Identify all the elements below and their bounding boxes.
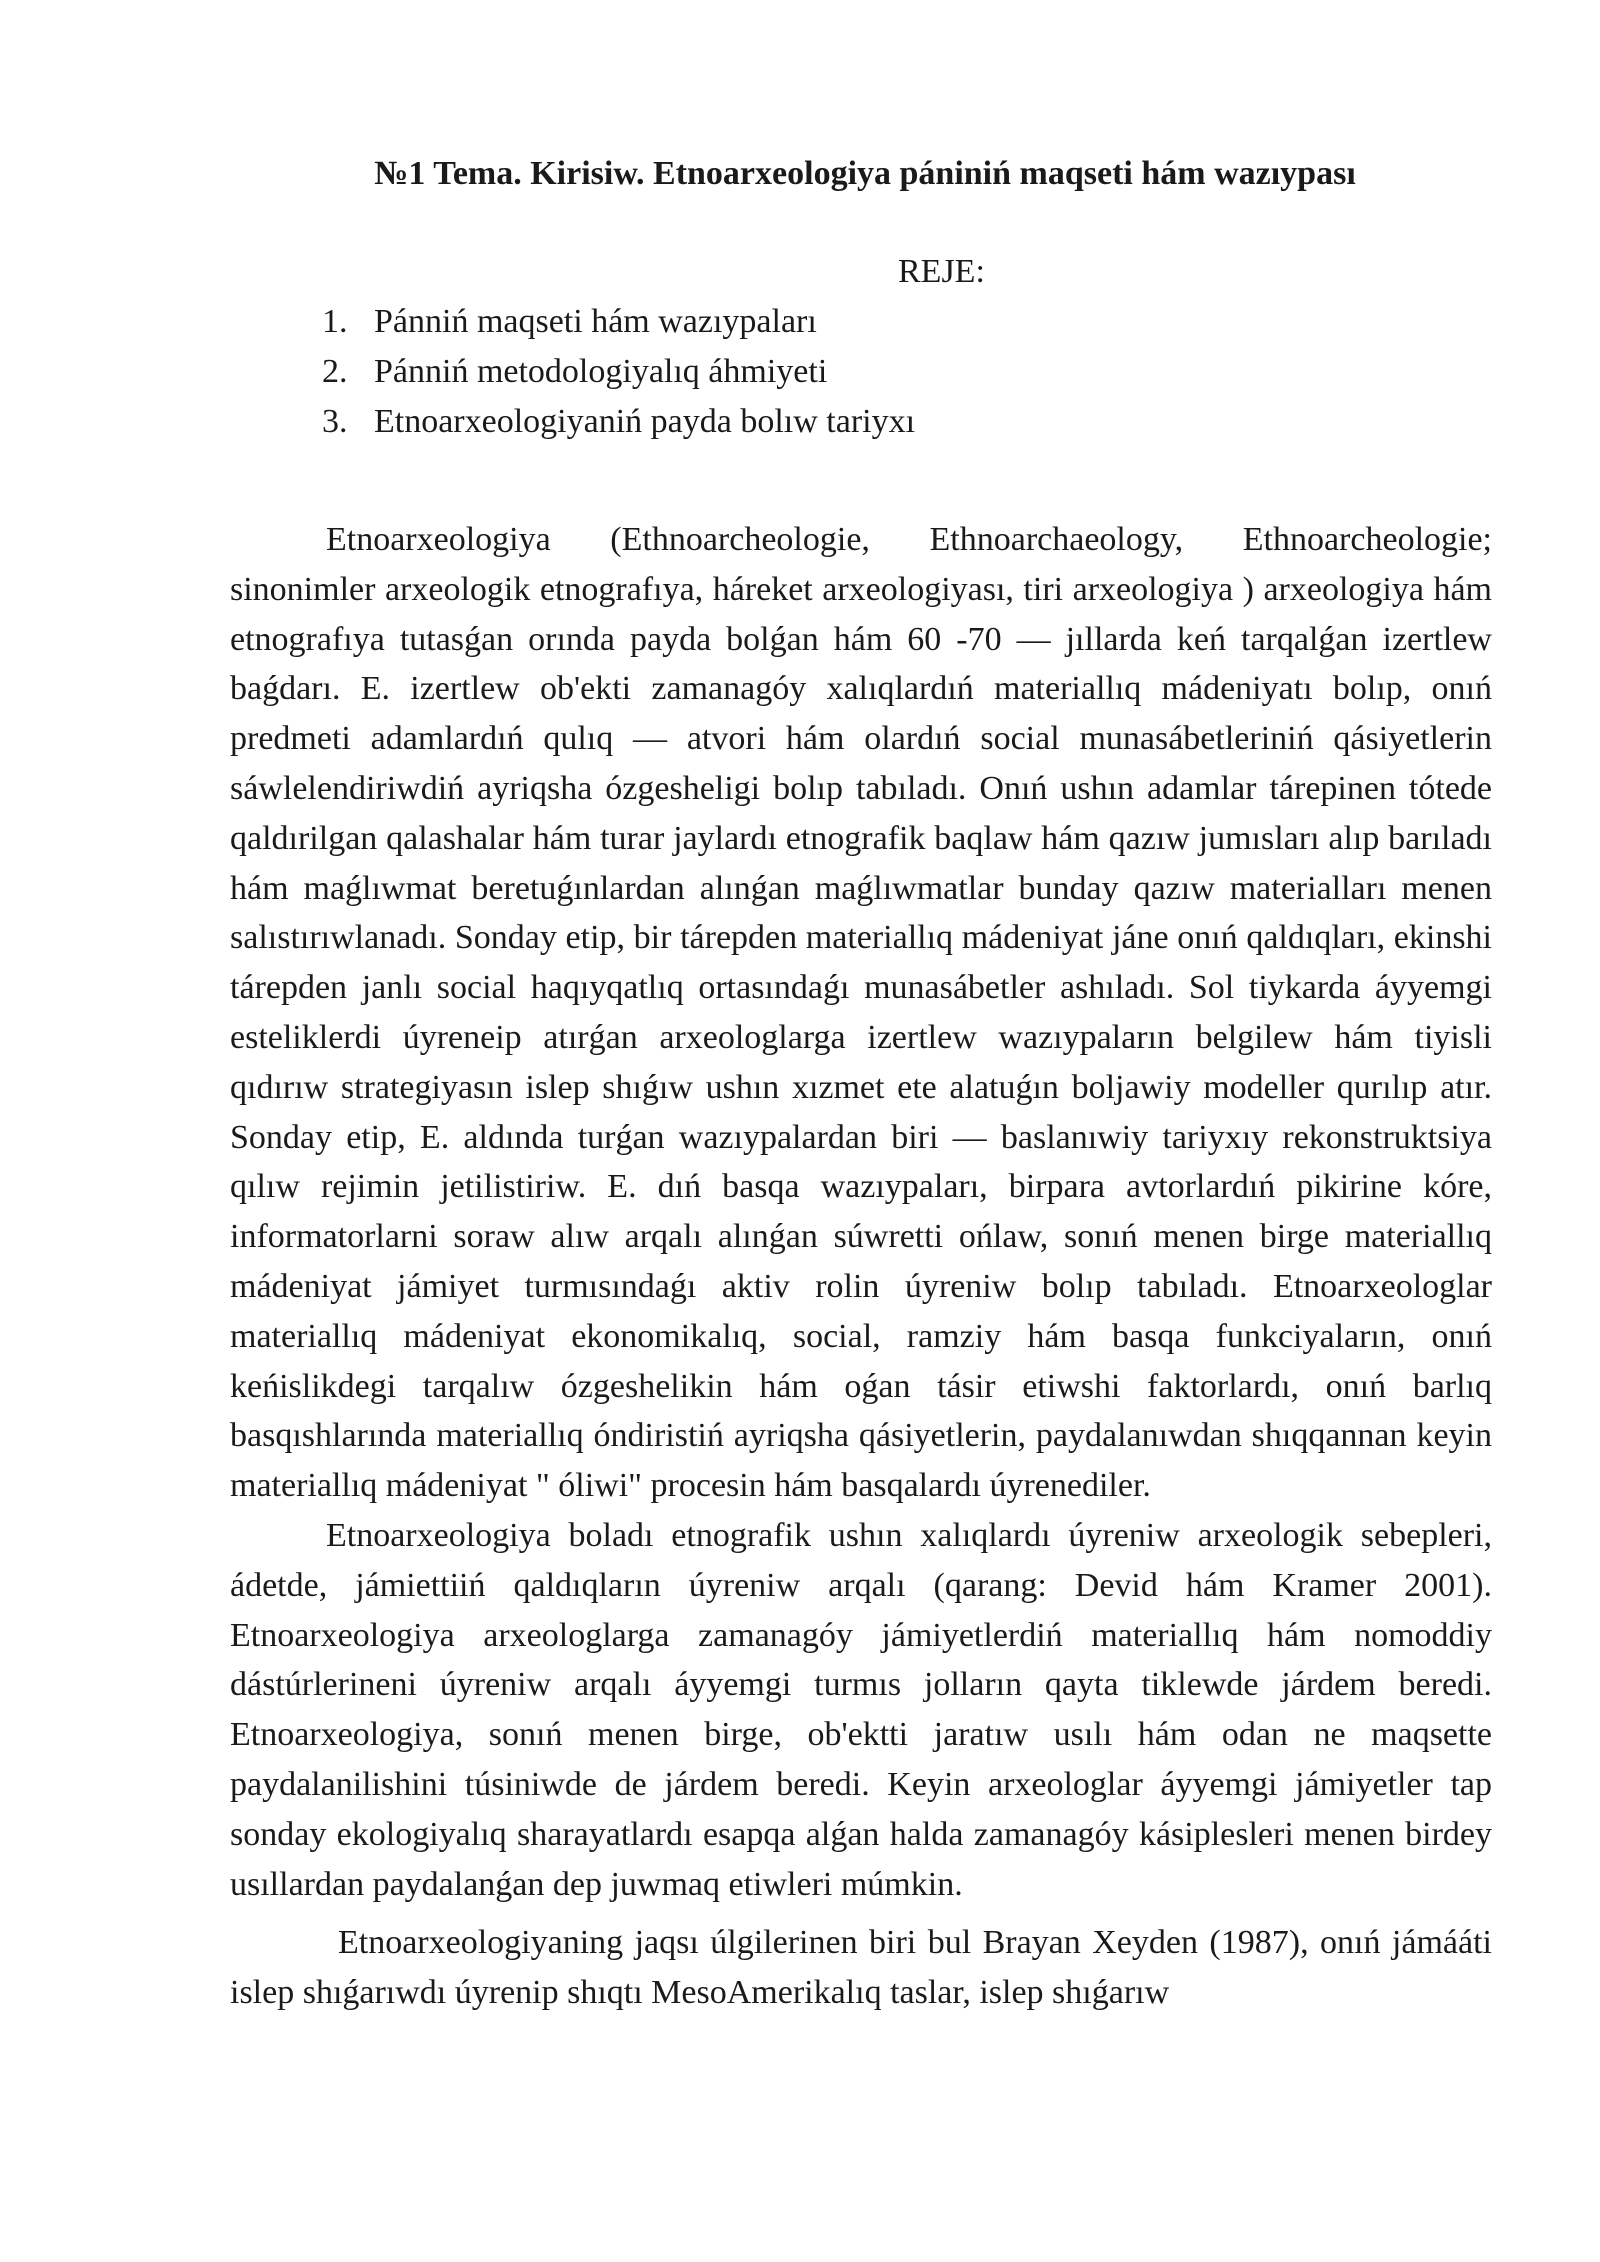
plan-item-text: Pánniń maqseti hám wazıypaları — [374, 303, 817, 340]
plan-item-number: 3. — [322, 403, 348, 440]
body-paragraph: Etnoarxeologiya (Ethnoarcheologie, Ethnoarchaeology, Ethnoarcheologie; sinonimler arxeologik etnografıya, háreket arxeologiyası, tiri arxeologiya ) arxeologiya hám etnografıya tutasǵan orında payda bolǵan hám 60 -70 — jıllarda keń tarqalǵan izertlew baǵdarı. E. izertlew ob'ekti zamanagóy xalıqlardıń materiallıq mádeniyatı bolıp, onıń predmeti adamlardıń qulıq — atvori hám olardıń social munasábetleriniń qásiyetlerin sáwlelendiriwdiń ayriqsha ózgesheligi bolıp tabıladı. Onıń ushın adamlar tárepinen tótede qaldırilgan qalashalar hám turar jaylardı etnografik baqlaw hám qazıw jumısları alıp barıladı hám maǵlıwmat beretuǵınlardan alınǵan maǵlıwmatlar bunday qazıw materialları menen salıstırıwlanadı. Sonday etip, bir tárepden materiallıq mádeniyat jáne onıń qaldıqları, ekinshi tárepden janlı social haqıyqatlıq ortasındaǵı munasábetler ashıladı. Sol tiykarda áyyemgi esteliklerdi úyreneip atırǵan arxeologlarga izertlew wazıypaların belgilew hám tiyisli qıdırıw strategiyasın islep shıǵıw ushın xızmet ete alatuǵın boljawiy modeller qurılıp atır. Sonday etip, E. aldında turǵan wazıypalardan biri — baslanıwiy tariyxıy rekonstruktsiya qılıw rejimin jetilistiriw. E. dıń basqa wazıypaları, birpara avtorlardıń pikirine kóre, informatorlarni soraw alıw arqalı alınǵan súwretti ońlaw, sonıń menen birge materiallıq mádeniyat jámiyet turmısındaǵı aktiv rolin úyreniw bolıp tabıladı. Etnoarxeologlar materiallıq mádeniyat ekonomikalıq, social, ramziy hám basqa funkciyaların, onıń keńislikdegi tarqalıw ózgeshelikin hám oǵan tásir etiwshi faktorlardı, onıń barlıq basqıshlarında materiallıq óndiristiń ayriqsha qásiyetlerin, paydalanıwdan shıqqannan keyin materiallıq mádeniyat " óliwi" procesin hám basqalardı úyrenediler. — [230, 521, 1492, 1505]
plan-item-text: Etnoarxeologiyaniń payda bolıw tariyxı — [374, 403, 916, 440]
plan-item-number: 2. — [322, 353, 348, 390]
plan-item — [322, 347, 915, 397]
plan-item — [322, 397, 915, 447]
body-paragraph: Etnoarxeologiya boladı etnografik ushın xalıqlardı úyreniw arxeologik sebepleri, ádetde, jámiettiiń qaldıqların úyreniw arqalı (qarang: Devid hám Kramer 2001). Etnoarxeologiya arxeologlarga zamanagóy jámiyetlerdiń materiallıq hám nomoddiy dástúrlerineni úyreniw arqalı áyyemgi turmıs jolların qayta tiklewde járdem beredi. Etnoarxeologiya, sonıń menen birge, ob'ektti jaratıw usılı hám odan ne maqsette paydalanilishini túsiniwde de járdem beredi. Keyin arxeologlar áyyemgi jámiyetler tap sonday ekologiyalıq sharayatlardı esapqa alǵan halda zamanagóy kásiplesleri menen birdey usıllardan paydalanǵan dep juwmaq etiwleri múmkin. — [230, 1516, 1492, 1903]
plan-item — [322, 297, 915, 347]
document-title: №1 Tema. Kirisiw. Etnoarxeologiya pániniń maqseti hám wazıypası — [374, 155, 1356, 192]
plan-list — [322, 297, 915, 447]
document-body — [230, 515, 1492, 2018]
plan-item-number: 1. — [322, 303, 348, 340]
plan-heading: REJE: — [898, 253, 985, 290]
plan-item-text: Pánniń metodologiyalıq áhmiyeti — [374, 353, 828, 390]
body-paragraph: Etnoarxeologiyaning jaqsı úlgilerinen biri bul Brayan Xeyden (1987), onıń jámááti islep shıǵarıwdı úyrenip shıqtı MesoAmerikalıq taslar, islep shıǵarıw — [230, 1924, 1492, 2012]
